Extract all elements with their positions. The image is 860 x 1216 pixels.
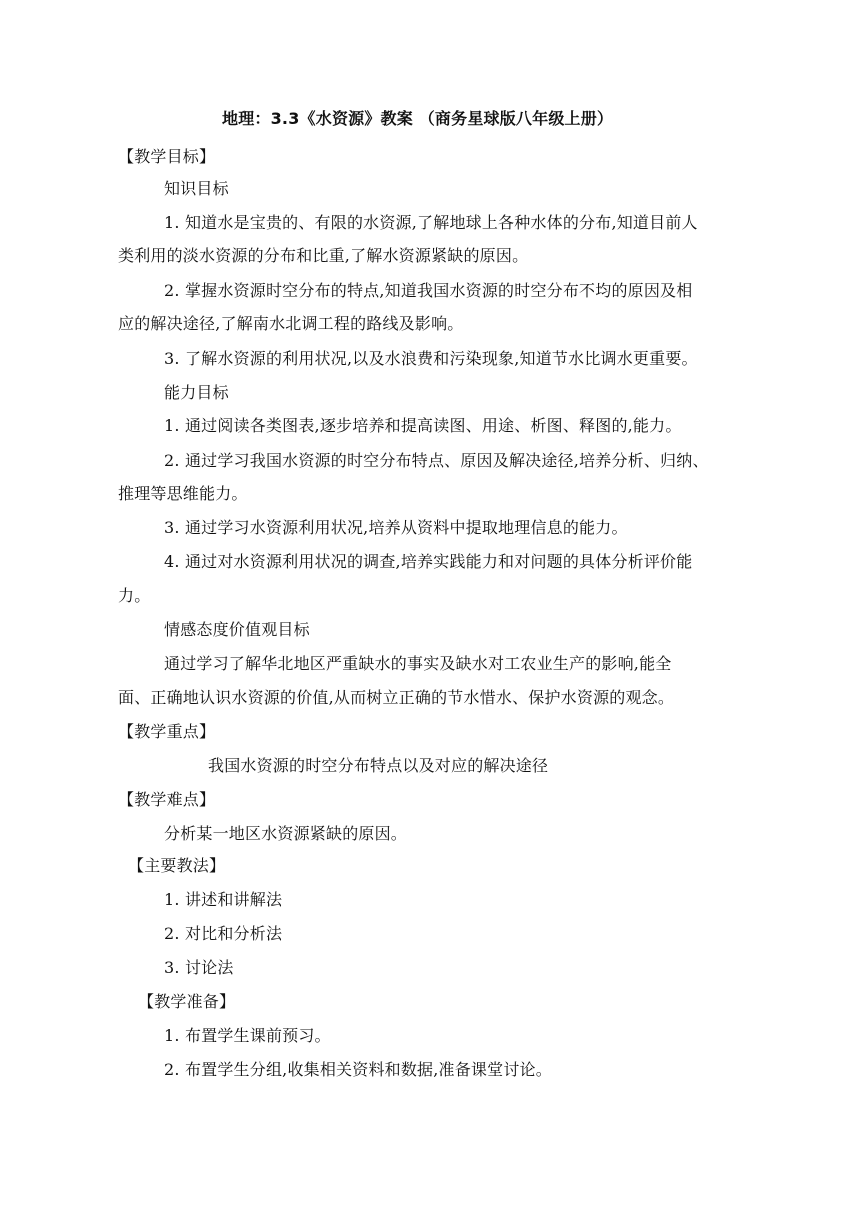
section-heading-key-points: 【教学重点】 <box>118 722 216 741</box>
section-heading-methods: 【主要教法】 <box>128 856 226 875</box>
knowledge-item-1-line-1: 1. 知道水是宝贵的、有限的水资源,了解地球上各种水体的分布,知道目前人 <box>164 213 698 232</box>
methods-item-2: 2. 对比和分析法 <box>164 924 283 943</box>
document-title: 地理：3.3《水资源》教案 （商务星球版八年级上册） <box>222 109 614 128</box>
section-heading-difficulties: 【教学难点】 <box>118 790 216 809</box>
knowledge-item-3: 3. 了解水资源的利用状况,以及水浪费和污染现象,知道节水比调水更重要。 <box>164 349 698 368</box>
emotion-text-line-2: 面、正确地认识水资源的价值,从而树立正确的节水惜水、保护水资源的观念。 <box>118 688 675 707</box>
ability-item-1: 1. 通过阅读各类图表,逐步培养和提高读图、用途、析图、释图的,能力。 <box>164 416 682 435</box>
ability-item-2-line-1: 2. 通过学习我国水资源的时空分布特点、原因及解决途径,培养分析、归纳、 <box>164 451 709 470</box>
subheading-emotion: 情感态度价值观目标 <box>164 620 310 639</box>
section-heading-preparation: 【教学准备】 <box>138 992 236 1011</box>
preparation-item-2: 2. 布置学生分组,收集相关资料和数据,准备课堂讨论。 <box>164 1060 552 1079</box>
knowledge-item-2-line-2: 应的解决途径,了解南水北调工程的路线及影响。 <box>118 314 464 333</box>
subheading-ability: 能力目标 <box>164 383 229 402</box>
subheading-knowledge: 知识目标 <box>164 179 229 198</box>
section-heading-objectives: 【教学目标】 <box>118 147 216 166</box>
ability-item-4-line-2: 力。 <box>118 586 151 605</box>
emotion-text-line-1: 通过学习了解华北地区严重缺水的事实及缺水对工农业生产的影响,能全 <box>164 654 672 673</box>
ability-item-3: 3. 通过学习水资源利用状况,培养从资料中提取地理信息的能力。 <box>164 518 628 537</box>
knowledge-item-1-line-2: 类利用的淡水资源的分布和比重,了解水资源紧缺的原因。 <box>118 246 529 265</box>
key-points-text: 我国水资源的时空分布特点以及对应的解决途径 <box>208 756 549 775</box>
difficulties-text: 分析某一地区水资源紧缺的原因。 <box>164 824 408 843</box>
methods-item-1: 1. 讲述和讲解法 <box>164 890 283 909</box>
knowledge-item-2-line-1: 2. 掌握水资源时空分布的特点,知道我国水资源的时空分布不均的原因及相 <box>164 281 693 300</box>
ability-item-4-line-1: 4. 通过对水资源利用状况的调查,培养实践能力和对问题的具体分析评价能 <box>164 552 693 571</box>
ability-item-2-line-2: 推理等思维能力。 <box>118 484 248 503</box>
methods-item-3: 3. 讨论法 <box>164 958 234 977</box>
preparation-item-1: 1. 布置学生课前预习。 <box>164 1026 331 1045</box>
